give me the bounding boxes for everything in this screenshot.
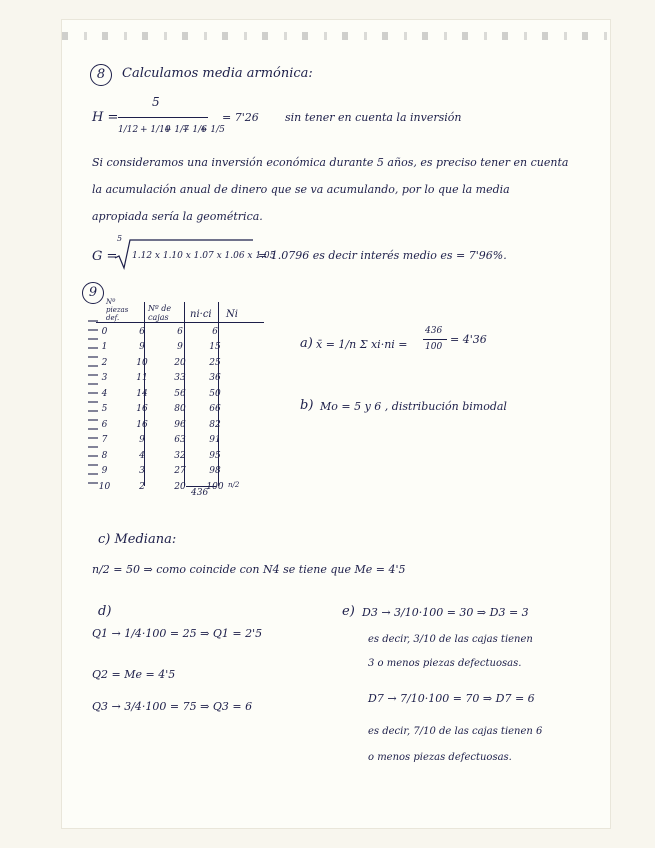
problem-8-number: 8 — [90, 64, 112, 86]
table-cell: 9 — [139, 342, 145, 353]
table-cell: 2 — [139, 481, 145, 492]
table-cell: 11 — [136, 373, 148, 384]
table-cell: 50 — [209, 388, 221, 399]
table-cell: 10 — [98, 481, 111, 492]
table-row — [86, 324, 231, 340]
table-cell: 6 — [139, 326, 145, 337]
table-cell: 4 — [101, 388, 108, 399]
table-row — [86, 417, 231, 433]
table-total: 436 — [191, 488, 209, 498]
table-cell: 66 — [209, 404, 221, 415]
geometric-result: = 1.0796 es decir interés medio es = 7'96%. — [258, 249, 507, 262]
table-cell: 8 — [101, 450, 108, 461]
part-e-label: e) — [342, 604, 355, 619]
table-cell: 9 — [139, 435, 145, 446]
table-cell: 2 — [101, 357, 108, 368]
geometric-radicand: 1.12 x 1.10 x 1.07 x 1.06 x 1.05 — [132, 251, 276, 261]
paragraph-line-2: la acumulación anual de dinero que se va acumulando, por lo que la media — [92, 183, 510, 196]
harmonic-label: H = — [92, 110, 119, 125]
table-cell: 1 — [101, 342, 108, 353]
root-index: 5 — [117, 234, 123, 243]
table-cell: 14 — [136, 388, 148, 399]
table-cell: 98 — [209, 466, 221, 477]
table-cell: 10 — [136, 357, 148, 368]
quartile-2: Q2 = Me = 4'5 — [92, 668, 176, 681]
geometric-label: G = — [92, 249, 118, 264]
table-header-nici: ni·ci — [190, 309, 212, 320]
harmonic-numerator: 5 — [152, 95, 160, 109]
table-cell: 0 — [101, 326, 108, 337]
harmonic-den-term-2: + 1/10 — [140, 125, 171, 135]
harmonic-den-term-4: + 1/6 — [182, 125, 207, 135]
table-header-Ni: Ni — [226, 309, 238, 320]
decile-7-note-1: es decir, 7/10 de las cajas tienen 6 — [368, 726, 543, 737]
harmonic-den-term-3: + 1/7 — [164, 125, 189, 135]
part-a-frac-den: 100 — [425, 342, 443, 352]
part-a-result: = 4'36 — [450, 333, 487, 346]
table-cell: 33 — [174, 373, 186, 384]
part-c-text: n/2 = 50 ⇒ como coincide con N4 se tiene que Me = 4'5 — [92, 563, 406, 576]
table-cell: 82 — [209, 419, 221, 430]
table-row — [86, 355, 231, 371]
table-cell: 20 — [174, 357, 186, 368]
table-n-over-2: n/2 — [228, 481, 240, 489]
harmonic-den-term-1: 1/12 — [118, 125, 139, 135]
decile-3-note-1: es decir, 3/10 de las cajas tienen — [368, 634, 533, 645]
part-a-frac-num: 436 — [425, 326, 443, 336]
table-cell: 56 — [174, 388, 186, 399]
table-cell: 27 — [174, 466, 186, 477]
table-cell: 5 — [101, 404, 108, 415]
table-cell: 16 — [136, 419, 148, 430]
table-cell: 9 — [177, 342, 183, 353]
table-cell: 100 — [206, 481, 224, 492]
page-torn-edge — [62, 32, 610, 40]
table-cell: 3 — [101, 373, 108, 384]
table-row — [86, 402, 231, 418]
table-row — [86, 386, 231, 402]
table-cell: 9 — [101, 466, 108, 477]
problem-8-title: Calculamos media armónica: — [122, 66, 313, 81]
table-cell: 16 — [136, 404, 148, 415]
table-header-rule — [96, 322, 264, 323]
harmonic-fraction-bar — [118, 117, 208, 118]
problem-9-number: 9 — [82, 282, 104, 304]
harmonic-note: sin tener en cuenta la inversión — [285, 111, 462, 124]
table-cell: 15 — [209, 342, 221, 353]
table-cell: 20 — [174, 481, 186, 492]
paragraph-line-1: Si consideramos una inversión económica durante 5 años, es preciso tener en cuenta — [92, 156, 569, 169]
table-header-pieces: Nº piezas def. — [106, 298, 129, 322]
harmonic-den-term-5: + 1/5 — [200, 125, 225, 135]
table-cell: 6 — [177, 326, 183, 337]
quartile-3: Q3 → 3/4·100 = 75 ⇒ Q3 = 6 — [92, 700, 253, 713]
part-b-text: Mo = 5 y 6 , distribución bimodal — [320, 400, 507, 413]
part-a-label: a) — [300, 336, 313, 351]
table-cell: 7 — [101, 435, 108, 446]
part-c-heading: c) Mediana: — [98, 532, 177, 547]
table-cell: 36 — [209, 373, 221, 384]
decile-3-note-2: 3 o menos piezas defectuosas. — [368, 658, 522, 669]
paragraph-line-3: apropiada sería la geométrica. — [92, 210, 263, 223]
quartile-1: Q1 → 1/4·100 = 25 ⇒ Q1 = 2'5 — [92, 627, 263, 640]
table-cell: 95 — [209, 450, 221, 461]
table-cell: 4 — [139, 450, 145, 461]
table-row — [86, 448, 231, 464]
table-row — [86, 433, 231, 449]
part-a-fraction-bar — [423, 339, 447, 340]
table-cell: 96 — [174, 419, 186, 430]
table-header-boxes: Nº de cajas — [148, 304, 172, 322]
table-cell: 3 — [139, 466, 145, 477]
table-cell: 91 — [209, 435, 221, 446]
table-cell: 80 — [174, 404, 186, 415]
table-cell: 6 — [101, 419, 108, 430]
decile-7-note-2: o menos piezas defectuosas. — [368, 752, 512, 763]
table-row — [86, 464, 231, 480]
part-d-label: d) — [98, 604, 112, 619]
table-cell: 63 — [174, 435, 186, 446]
table-cell: 6 — [212, 326, 218, 337]
decile-3: D3 → 3/10·100 = 30 ⇒ D3 = 3 — [362, 606, 529, 619]
frequency-table — [86, 324, 231, 495]
total-rule — [186, 486, 216, 487]
part-b-label: b) — [300, 398, 314, 413]
table-row — [86, 340, 231, 356]
table-cell: 25 — [209, 357, 221, 368]
decile-7: D7 → 7/10·100 = 70 ⇒ D7 = 6 — [368, 692, 535, 705]
table-cell: 32 — [174, 450, 186, 461]
harmonic-result: = 7'26 — [222, 111, 259, 124]
table-row — [86, 371, 231, 387]
part-a-formula: x̄ = 1/n Σ xi·ni = — [316, 338, 408, 351]
